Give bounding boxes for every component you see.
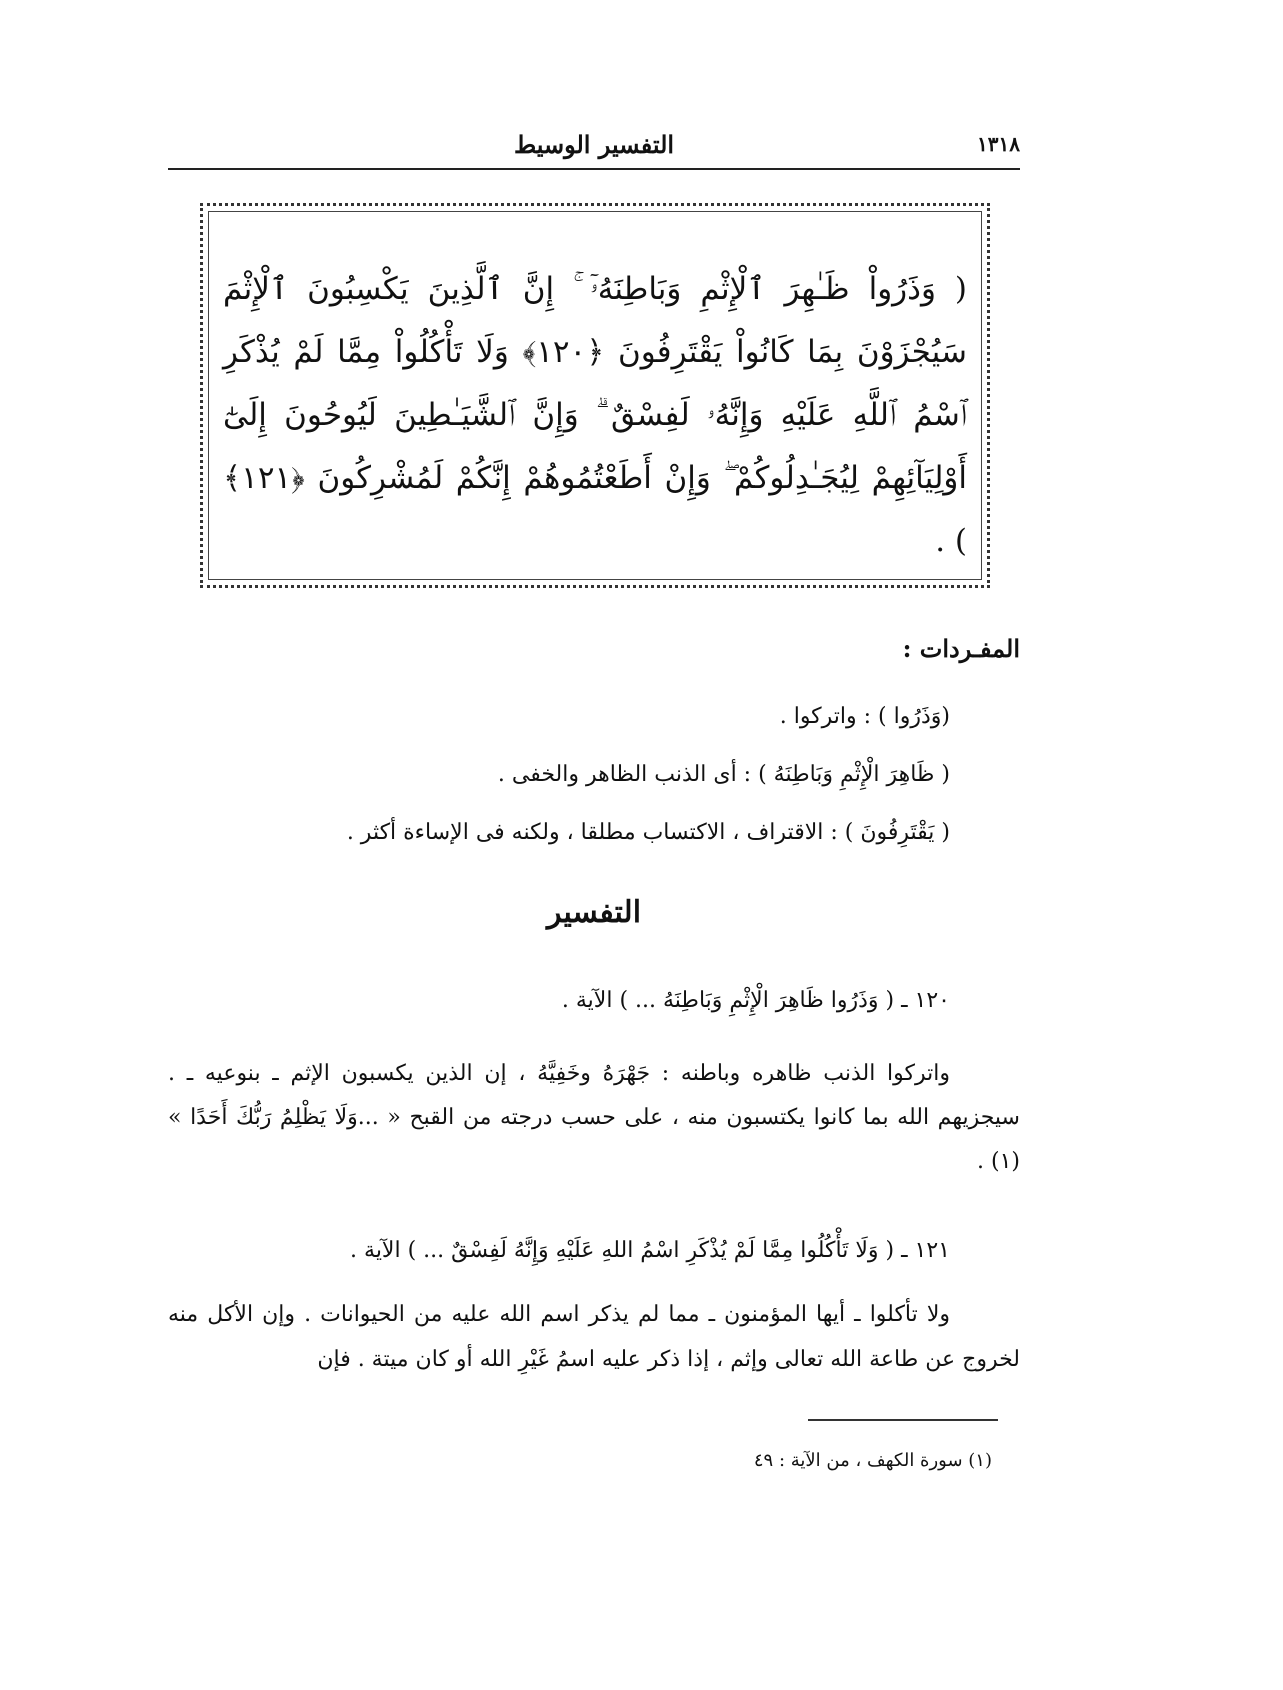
tafsir-heading: التفسير	[546, 895, 642, 930]
vocabulary-item: ( يَقْتَرِفُونَ ) : الاقتراف ، الاكتساب مطلقا ، ولكنه فى الإساءة أكثر .	[346, 820, 950, 845]
quran-verse-frame	[200, 203, 990, 588]
page-header	[168, 130, 1020, 170]
verse-120-commentary: واتركوا الذنب ظاهره وباطنه : جَهْرَهُ وخَفِيَّهُ ، إن الذين يكسبون الإثم ـ بنوعيه ـ . سيجزيهم الله بما كانوا يكتسبون منه ، على حسب درجته من القبح « ...وَلَا يَظْلِمُ رَبُّكَ أَحَدًا » (١) .	[168, 1061, 1020, 1174]
vocabulary-item: (وَذَرُوا ) : واتركوا .	[779, 704, 950, 729]
page-number: ١٣١٨	[977, 132, 1020, 156]
quran-verse-text: ( وَذَرُواْ ظَـٰهِرَ ٱلْإِثْمِ وَبَاطِنَهُۥٓ ۚ إِنَّ ٱلَّذِينَ يَكْسِبُونَ ٱلْإِثْمَ سَيُجْزَوْنَ بِمَا كَانُواْ يَقْتَرِفُونَ ﴿١٢٠﴾ وَلَا تَأْكُلُواْ مِمَّا لَمْ يُذْكَرِ ٱسْمُ ٱللَّهِ عَلَيْهِ وَإِنَّهُۥ لَفِسْقٌ ۗ وَإِنَّ ٱلشَّيَـٰطِينَ لَيُوحُونَ إِلَىٰٓ أَوْلِيَآئِهِمْ لِيُجَـٰدِلُوكُمْ ۖ وَإِنْ أَطَعْتُمُوهُمْ إِنَّكُمْ لَمُشْرِكُونَ ﴿١٢١﴾ ) .	[223, 271, 967, 559]
verse-120-reference: ١٢٠ ـ ( وَذَرُوا ظَاهِرَ الْإِثْمِ وَبَاطِنَهُ ... ) الآية .	[561, 988, 950, 1013]
footnote-divider	[808, 1419, 998, 1421]
vocabulary-list	[168, 688, 1020, 862]
verse-121-commentary: ولا تأكلوا ـ أيها المؤمنون ـ مما لم يذكر اسم الله عليه من الحيوانات . وإن الأكل منه لخروج عن طاعة الله تعالى وإثم ، إذا ذكر عليه اسمُ غَيْرِ الله أو كان ميتة . فإن	[168, 1302, 1020, 1372]
verse-121-reference: ١٢١ ـ ( وَلَا تَأْكُلُوا مِمَّا لَمْ يُذْكَرِ اسْمُ اللهِ عَلَيْهِ وَإِنَّهُ لَفِسْقٌ ... ) الآية .	[350, 1238, 950, 1263]
footnote: (١) سورة الكهف ، من الآية : ٤٩	[753, 1450, 992, 1471]
vocabulary-item: ( ظَاهِرَ الْإِثْمِ وَبَاطِنَهُ ) : أى الذنب الظاهر والخفى .	[497, 762, 950, 787]
book-title: التفسير الوسيط	[513, 130, 675, 159]
vocabulary-heading: المفـردات :	[902, 634, 1020, 663]
